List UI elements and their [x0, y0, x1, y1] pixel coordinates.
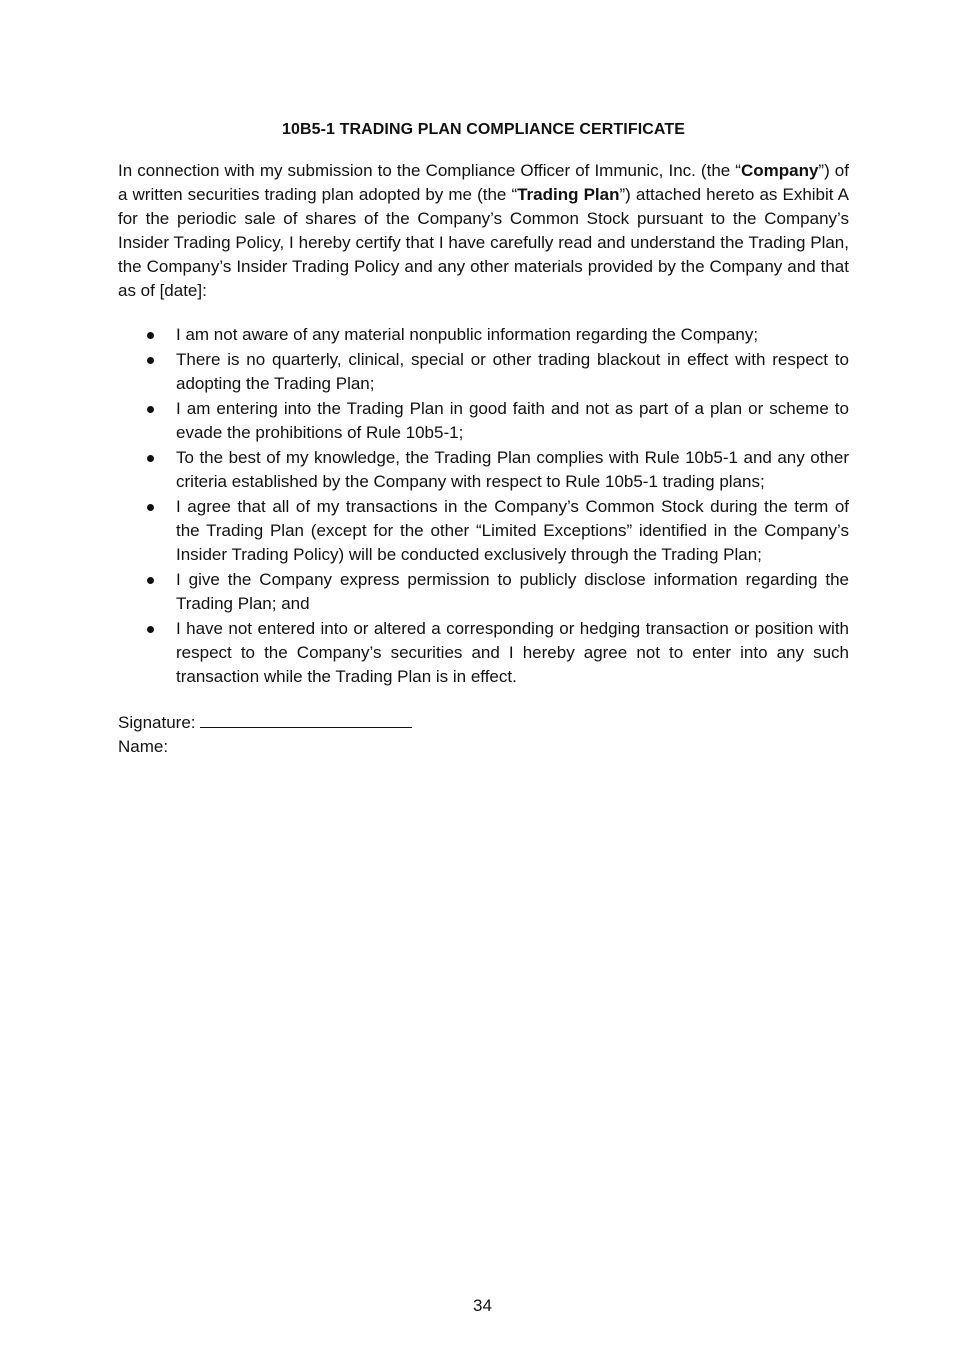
page-number: 34 [473, 1296, 492, 1315]
list-item-text: I am not aware of any material nonpublic information regarding the Company; [176, 325, 759, 344]
list-item [118, 397, 849, 445]
list-item-text: To the best of my knowledge, the Trading Plan complies with Rule 10b5-1 and any other criteria established by the Company with respect to Rule 10b5-1 trading plans; [176, 448, 849, 491]
list-item [118, 495, 849, 567]
bullet-icon [147, 577, 154, 584]
list-item-text: I agree that all of my transactions in the Company’s Common Stock during the term of the Trading Plan (except for the other “Limited Exceptions” identified in the Company’s Insider Trading Policy) will be conducted exclusively through the Trading Plan; [176, 497, 849, 564]
list-item [118, 617, 849, 689]
intro-text-part3: ”) attached hereto as Exhibit A for the periodic sale of shares of the Company’s Common Stock pursuant to the Company’s Insider Trading Policy, I hereby certify that I have carefully read and understand the Trading Plan, the Company’s Insider Trading Policy and any other materials provided by the Company and that as of [date]: [118, 185, 849, 300]
signature-row [118, 709, 849, 735]
signature-line[interactable] [200, 709, 412, 728]
signature-block [118, 709, 849, 759]
bullet-icon [147, 357, 154, 364]
name-row [118, 735, 849, 759]
trading-plan-defined-term: Trading Plan [517, 185, 620, 204]
intro-paragraph [118, 159, 849, 303]
list-item-text: There is no quarterly, clinical, special or other trading blackout in effect with respect to adopting the Trading Plan; [176, 350, 849, 393]
list-item-text: I have not entered into or altered a corresponding or hedging transaction or position with respect to the Company’s securities and I hereby agree not to enter into any such transaction while the Trading Plan is in effect. [176, 619, 849, 686]
bullet-icon [147, 626, 154, 633]
intro-text-part2: ”) of a written securities trading plan adopted by me (the “ [118, 161, 849, 204]
company-defined-term: Company [740, 161, 819, 180]
bullet-icon [147, 406, 154, 413]
intro-text-part1: In connection with my submission to the Compliance Officer of Immunic, Inc. (the “ [118, 161, 741, 180]
name-label: Name: [118, 737, 169, 756]
list-item [118, 568, 849, 616]
list-item-text: I give the Company express permission to publicly disclose information regarding the Trading Plan; and [176, 570, 849, 613]
list-item-text: I am entering into the Trading Plan in good faith and not as part of a plan or scheme to evade the prohibitions of Rule 10b5-1; [176, 399, 849, 442]
document-title: 10B5-1 TRADING PLAN COMPLIANCE CERTIFICATE [281, 121, 686, 138]
document-page [118, 118, 849, 759]
signature-label: Signature: [118, 713, 196, 732]
bullet-icon [147, 332, 154, 339]
list-item [118, 446, 849, 494]
bullet-icon [147, 455, 154, 462]
list-item [118, 323, 849, 347]
certification-list [118, 323, 849, 689]
list-item [118, 348, 849, 396]
bullet-icon [147, 504, 154, 511]
